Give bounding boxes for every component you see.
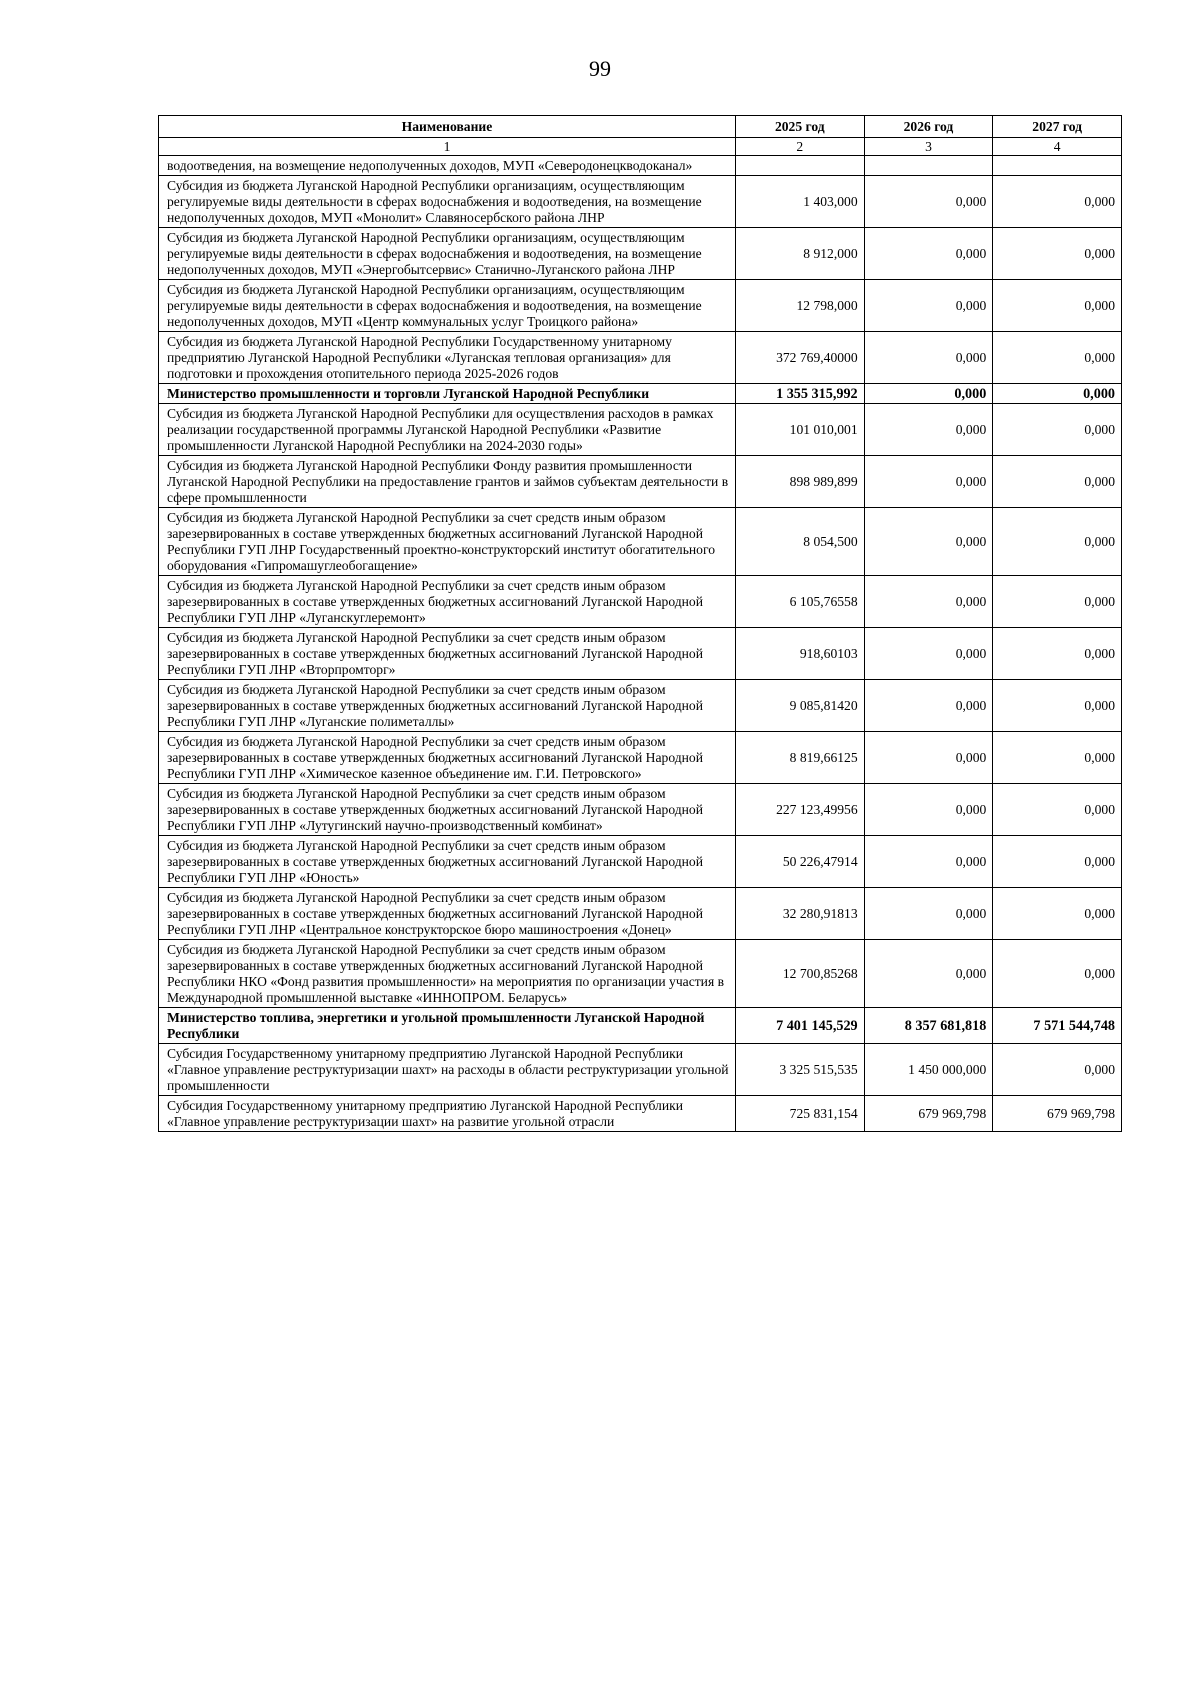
value-2025: 227 123,49956 (735, 784, 864, 836)
value-2025: 12 798,000 (735, 280, 864, 332)
table-row (159, 332, 1122, 384)
row-name: Субсидия из бюджета Луганской Народной Республики Государственному унитарному предприятию Луганской Народной Республики «Луганская тепловая организация» для подготовки и прохождения отопительного периода 2025-2026 годов (159, 332, 736, 384)
value-2026 (864, 156, 993, 176)
table-row (159, 156, 1122, 176)
value-2025: 898 989,899 (735, 456, 864, 508)
column-number: 4 (993, 138, 1122, 156)
value-2025: 8 819,66125 (735, 732, 864, 784)
row-name: Субсидия из бюджета Луганской Народной Республики организациям, осуществляющим регулируемые виды деятельности в сферах водоснабжения и водоотведения, на возмещение недополученных доходов, МУП «Центр коммунальных услуг Троицкого района» (159, 280, 736, 332)
header-2025: 2025 год (735, 116, 864, 138)
value-2027 (993, 156, 1122, 176)
row-name: Субсидия из бюджета Луганской Народной Республики за счет средств иным образом зарезервированных в составе утвержденных бюджетных ассигнований Луганской Народной Республики ГУП ЛНР «Химическое казенное объединение им. Г.И. Петровского» (159, 732, 736, 784)
row-name: Субсидия из бюджета Луганской Народной Республики за счет средств иным образом зарезервированных в составе утвержденных бюджетных ассигнований Луганской Народной Республики ГУП ЛНР «Вторпромторг» (159, 628, 736, 680)
header-name: Наименование (159, 116, 736, 138)
value-2026: 0,000 (864, 332, 993, 384)
table-row (159, 576, 1122, 628)
row-name: Субсидия из бюджета Луганской Народной Республики организациям, осуществляющим регулируемые виды деятельности в сферах водоснабжения и водоотведения, на возмещение недополученных доходов, МУП «Энергобытсервис» Станично-Луганского района ЛНР (159, 228, 736, 280)
table-row (159, 888, 1122, 940)
column-number: 2 (735, 138, 864, 156)
value-2025: 1 403,000 (735, 176, 864, 228)
table-row (159, 228, 1122, 280)
value-2026: 679 969,798 (864, 1096, 993, 1132)
value-2026: 0,000 (864, 384, 993, 404)
value-2027: 0,000 (993, 732, 1122, 784)
value-2025: 6 105,76558 (735, 576, 864, 628)
row-name: Министерство промышленности и торговли Луганской Народной Республики (159, 384, 736, 404)
value-2026: 0,000 (864, 732, 993, 784)
value-2025: 725 831,154 (735, 1096, 864, 1132)
value-2026: 0,000 (864, 888, 993, 940)
value-2027: 0,000 (993, 228, 1122, 280)
row-name: Субсидия из бюджета Луганской Народной Республики Фонду развития промышленности Луганской Народной Республики на предоставление грантов и займов субъектам деятельности в сфере промышленности (159, 456, 736, 508)
value-2026: 0,000 (864, 176, 993, 228)
value-2027: 7 571 544,748 (993, 1008, 1122, 1044)
value-2025: 8 912,000 (735, 228, 864, 280)
row-name: Субсидия из бюджета Луганской Народной Республики для осуществления расходов в рамках реализации государственной программы Луганской Народной Республики «Развитие промышленности Луганской Народной Республики на 2024-2030 годы» (159, 404, 736, 456)
ministry-total-row (159, 1008, 1122, 1044)
value-2026: 0,000 (864, 456, 993, 508)
row-name: Субсидия Государственному унитарному предприятию Луганской Народной Республики «Главное управление реструктуризации шахт» на расходы в области реструктуризации угольной промышленности (159, 1044, 736, 1096)
value-2026: 0,000 (864, 508, 993, 576)
value-2026: 0,000 (864, 836, 993, 888)
row-name: Субсидия Государственному унитарному предприятию Луганской Народной Республики «Главное управление реструктуризации шахт» на развитие угольной отрасли (159, 1096, 736, 1132)
value-2026: 0,000 (864, 784, 993, 836)
value-2027: 0,000 (993, 888, 1122, 940)
table-row (159, 940, 1122, 1008)
value-2025: 918,60103 (735, 628, 864, 680)
table-row (159, 836, 1122, 888)
value-2026: 0,000 (864, 680, 993, 732)
value-2025: 101 010,001 (735, 404, 864, 456)
table-row (159, 508, 1122, 576)
value-2027: 0,000 (993, 628, 1122, 680)
value-2025: 1 355 315,992 (735, 384, 864, 404)
value-2027: 0,000 (993, 576, 1122, 628)
table-header-row (159, 116, 1122, 138)
table-row (159, 1044, 1122, 1096)
value-2025: 50 226,47914 (735, 836, 864, 888)
value-2025: 7 401 145,529 (735, 1008, 864, 1044)
table-row (159, 1096, 1122, 1132)
table-row (159, 404, 1122, 456)
row-name: Субсидия из бюджета Луганской Народной Республики за счет средств иным образом зарезервированных в составе утвержденных бюджетных ассигнований Луганской Народной Республики ГУП ЛНР Государственный проектно-конструкторский институт обогатительного оборудования «Гипромашуглеобогащение» (159, 508, 736, 576)
value-2025: 32 280,91813 (735, 888, 864, 940)
value-2027: 0,000 (993, 456, 1122, 508)
column-number: 3 (864, 138, 993, 156)
table-row (159, 456, 1122, 508)
table-row (159, 680, 1122, 732)
value-2027: 0,000 (993, 384, 1122, 404)
row-name: Субсидия из бюджета Луганской Народной Республики за счет средств иным образом зарезервированных в составе утвержденных бюджетных ассигнований Луганской Народной Республики НКО «Фонд развития промышленности» на мероприятия по организации участия в Международной промышленной выставке «ИННОПРОМ. Беларусь» (159, 940, 736, 1008)
table-row (159, 176, 1122, 228)
value-2025: 3 325 515,535 (735, 1044, 864, 1096)
row-name: водоотведения, на возмещение недополученных доходов, МУП «Северодонецкводоканал» (159, 156, 736, 176)
column-number: 1 (159, 138, 736, 156)
row-name: Субсидия из бюджета Луганской Народной Республики за счет средств иным образом зарезервированных в составе утвержденных бюджетных ассигнований Луганской Народной Республики ГУП ЛНР «Юность» (159, 836, 736, 888)
value-2026: 1 450 000,000 (864, 1044, 993, 1096)
row-name: Субсидия из бюджета Луганской Народной Республики за счет средств иным образом зарезервированных в составе утвержденных бюджетных ассигнований Луганской Народной Республики ГУП ЛНР «Лутугинский научно-производственный комбинат» (159, 784, 736, 836)
column-number-row (159, 138, 1122, 156)
value-2026: 0,000 (864, 280, 993, 332)
value-2027: 0,000 (993, 280, 1122, 332)
value-2027: 0,000 (993, 176, 1122, 228)
value-2025: 8 054,500 (735, 508, 864, 576)
table-row (159, 280, 1122, 332)
value-2026: 8 357 681,818 (864, 1008, 993, 1044)
value-2027: 0,000 (993, 680, 1122, 732)
row-name: Субсидия из бюджета Луганской Народной Республики за счет средств иным образом зарезервированных в составе утвержденных бюджетных ассигнований Луганской Народной Республики ГУП ЛНР «Луганские полиметаллы» (159, 680, 736, 732)
value-2026: 0,000 (864, 404, 993, 456)
table-body (159, 156, 1122, 1132)
value-2027: 0,000 (993, 784, 1122, 836)
value-2026: 0,000 (864, 940, 993, 1008)
table-row (159, 784, 1122, 836)
budget-table (158, 115, 1122, 1132)
value-2027: 0,000 (993, 332, 1122, 384)
value-2027: 0,000 (993, 508, 1122, 576)
value-2026: 0,000 (864, 576, 993, 628)
table-row (159, 628, 1122, 680)
row-name: Субсидия из бюджета Луганской Народной Республики за счет средств иным образом зарезервированных в составе утвержденных бюджетных ассигнований Луганской Народной Республики ГУП ЛНР «Центральное конструкторское бюро машиностроения «Донец» (159, 888, 736, 940)
page-number: 99 (589, 56, 611, 81)
value-2025: 9 085,81420 (735, 680, 864, 732)
row-name: Субсидия из бюджета Луганской Народной Республики за счет средств иным образом зарезервированных в составе утвержденных бюджетных ассигнований Луганской Народной Республики ГУП ЛНР «Луганскуглеремонт» (159, 576, 736, 628)
value-2026: 0,000 (864, 628, 993, 680)
value-2027: 0,000 (993, 836, 1122, 888)
value-2025: 372 769,40000 (735, 332, 864, 384)
table-row (159, 732, 1122, 784)
header-2027: 2027 год (993, 116, 1122, 138)
value-2025 (735, 156, 864, 176)
value-2025: 12 700,85268 (735, 940, 864, 1008)
value-2027: 679 969,798 (993, 1096, 1122, 1132)
header-2026: 2026 год (864, 116, 993, 138)
row-name: Министерство топлива, энергетики и угольной промышленности Луганской Народной Республики (159, 1008, 736, 1044)
ministry-total-row (159, 384, 1122, 404)
row-name: Субсидия из бюджета Луганской Народной Республики организациям, осуществляющим регулируемые виды деятельности в сферах водоснабжения и водоотведения, на возмещение недополученных доходов, МУП «Монолит» Славяносербского района ЛНР (159, 176, 736, 228)
value-2026: 0,000 (864, 228, 993, 280)
value-2027: 0,000 (993, 940, 1122, 1008)
value-2027: 0,000 (993, 1044, 1122, 1096)
value-2027: 0,000 (993, 404, 1122, 456)
